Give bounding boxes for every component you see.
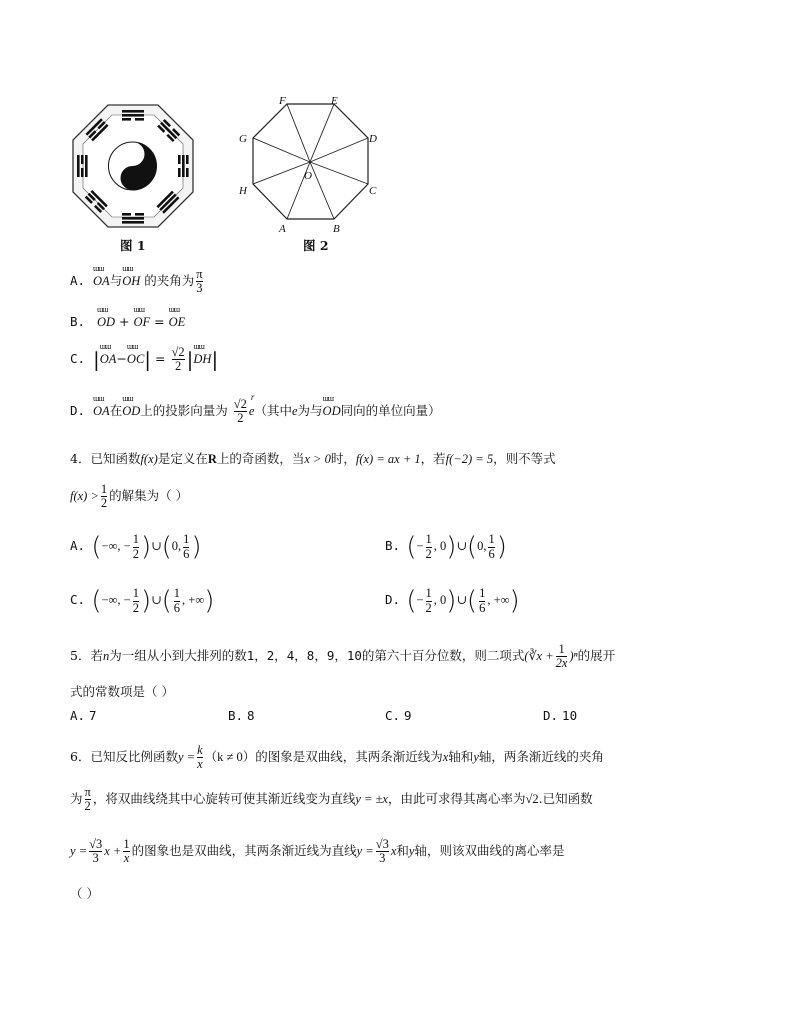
q4-option-b[interactable]: B. (− $\frac{1}{2}$ , 0)∪(0, $\frac{1}{6}$ ): [385, 532, 507, 562]
q4-option-d[interactable]: D. (− $\frac{1}{2}$ , 0)∪( $\frac{1}{6}$ , +∞): [385, 586, 520, 616]
q3-option-a[interactable]: A. ɯɯ OA与ɯɯ OH 的夹角为 $\frac{\pi}{3}$: [70, 268, 205, 295]
figure-1: [70, 103, 195, 233]
q6-stem-line2: 为 $\frac{\pi}{2}$ ，将双曲线绕其中心旋转可使其渐近线变为直线y = ±x，由此可求得其离心率为√2.已知函数: [70, 785, 593, 814]
q4-option-a[interactable]: A. (−∞, − $\frac{1}{2}$ )∪(0, $\frac{1}{6}$ ): [70, 532, 202, 562]
q4-stem-line2: f(x) > $\frac{1}{2}$ 的解集为（ ）: [70, 482, 189, 511]
vertex-label-c: C: [369, 185, 377, 197]
vertex-label-f: F: [279, 95, 286, 107]
q3-option-d[interactable]: D. ɯɯ OA在ɯɯ OD上的投影向量为 $\frac{√2}{2}$ e r （其中e为与ɯɯ OD同向的单位向量）: [70, 398, 441, 425]
q4-option-c[interactable]: C. (−∞, − $\frac{1}{2}$ )∪( $\frac{1}{6}$ , +∞): [70, 586, 215, 616]
q3-option-b[interactable]: B. ɯɯ OD + ɯɯ OF = ɯɯ OE: [70, 314, 185, 330]
vertex-label-d: D: [369, 133, 377, 145]
figure-1-caption: 图 1: [120, 238, 146, 253]
q5-option-a[interactable]: A. 7: [70, 708, 97, 723]
q5-option-d[interactable]: D. 10: [543, 708, 578, 723]
vertex-label-g: G: [239, 133, 247, 145]
q6-stem-line1: 6．已知反比例函数y = $\frac{k}{x}$ （k ≠ 0）的图象是双曲线，其两条渐近线为x轴和y轴，两条渐近线的夹角: [70, 743, 604, 772]
bagua-diagram: [70, 103, 195, 233]
q4-stem-line1: 4．已知函数f(x)是定义在R上的奇函数，当x > 0时，f(x) = ax + 1，若f(−2) = 5，则不等式: [70, 451, 556, 466]
vertex-label-b: B: [333, 223, 340, 235]
figure-2: [232, 92, 382, 242]
center-label-o: O: [304, 170, 312, 182]
q6-stem-line3: y = $\frac{√3}{3}$ x + $\frac{1}{x}$ 的图象也是双曲线，其两条渐近线为直线y = $\frac{√3}{3}$ x和y轴，则该双曲线的离心率是: [70, 837, 565, 866]
q5-stem-line1: 5．若n为一组从小到大排列的数1，2，4，8，9，10的第六十百分位数，则二项式(∛x + $\frac{1}{2x}$ )ⁿ的展开: [70, 642, 616, 671]
q5-option-b[interactable]: B. 8: [228, 708, 255, 723]
q5-option-c[interactable]: C. 9: [385, 708, 412, 723]
figure-2-caption: 图 2: [303, 238, 329, 253]
q5-stem-line2: 式的常数项是（ ）: [70, 684, 174, 699]
vertex-label-a: A: [279, 223, 286, 235]
q3-option-c[interactable]: C. |ɯɯ OA−ɯɯ OC| = $\frac{√2}{2}$ |ɯɯ DH|: [70, 346, 218, 373]
octagon-diagram: [232, 92, 382, 242]
vertex-label-e: E: [331, 95, 338, 107]
vertex-label-h: H: [239, 185, 247, 197]
q6-answer-blank: （ ）: [70, 886, 99, 901]
